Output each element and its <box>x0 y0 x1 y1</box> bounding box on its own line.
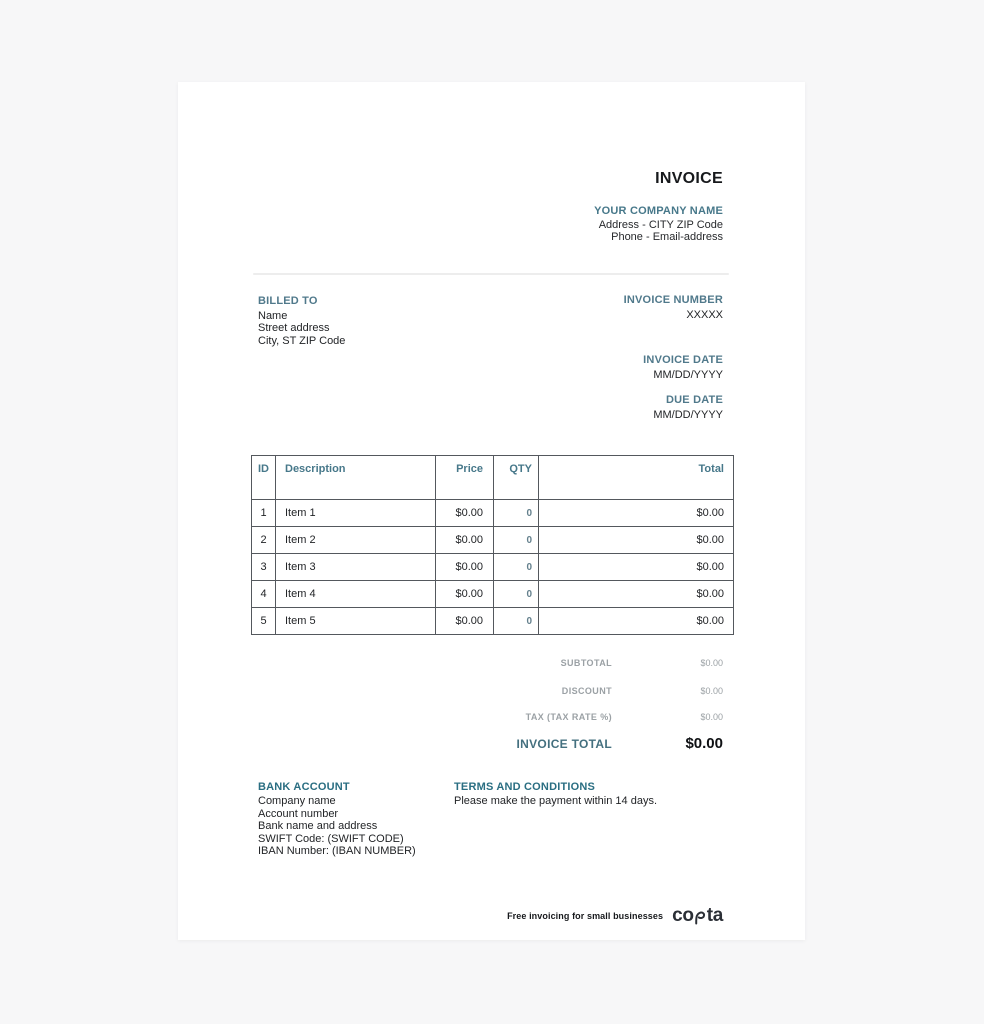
invoice-header <box>594 170 723 244</box>
cell-price: $0.00 <box>436 500 494 527</box>
terms-label: TERMS AND CONDITIONS <box>454 781 596 793</box>
items-table <box>251 455 734 635</box>
billed-to-street: Street address <box>258 322 330 334</box>
invoice-number-value: XXXXX <box>686 308 723 321</box>
invoice-total-row <box>251 735 723 752</box>
due-date-value: MM/DD/YYYY <box>653 408 723 421</box>
due-date-block <box>653 394 723 421</box>
invoice-number-label: INVOICE NUMBER <box>623 294 723 306</box>
conta-logo-text-left: co <box>672 905 694 926</box>
invoice-date-label: INVOICE DATE <box>643 354 723 366</box>
billed-to-name: Name <box>258 309 288 322</box>
cell-price: $0.00 <box>436 581 494 608</box>
col-header-price: Price <box>436 456 494 500</box>
billed-to-city: City, ST ZIP Code <box>258 334 346 347</box>
subtotal-value: $0.00 <box>700 658 723 668</box>
invoice-page <box>178 82 805 940</box>
subtotal-label: SUBTOTAL <box>560 658 612 668</box>
col-header-total: Total <box>539 456 734 500</box>
tax-label: TAX (TAX RATE %) <box>525 712 612 722</box>
cell-id: 3 <box>252 554 276 581</box>
cell-id: 2 <box>252 527 276 554</box>
cell-total: $0.00 <box>539 581 734 608</box>
conta-logo-text-right: ta <box>706 905 723 926</box>
discount-value: $0.00 <box>700 686 723 696</box>
bank-name-address: Bank name and address <box>258 820 378 833</box>
cell-description: Item 3 <box>276 554 436 581</box>
cell-price: $0.00 <box>436 527 494 554</box>
cell-description: Item 2 <box>276 527 436 554</box>
bank-company-name: Company name <box>258 795 336 808</box>
billed-to-label: BILLED TO <box>258 295 318 307</box>
company-name: YOUR COMPANY NAME <box>594 205 723 217</box>
cell-id: 1 <box>252 500 276 527</box>
cell-description: Item 5 <box>276 608 436 635</box>
cell-price: $0.00 <box>436 608 494 635</box>
billed-to-block <box>258 295 345 347</box>
conta-logo-n-glyph <box>694 910 706 925</box>
discount-label: DISCOUNT <box>561 686 612 696</box>
cell-qty: 0 <box>494 554 539 581</box>
cell-total: $0.00 <box>539 500 734 527</box>
invoice-date-block <box>643 354 723 381</box>
cell-price: $0.00 <box>436 554 494 581</box>
bank-swift-code: SWIFT Code: (SWIFT CODE) <box>258 832 404 845</box>
footer <box>507 905 723 927</box>
tax-value: $0.00 <box>700 712 723 722</box>
cell-id: 4 <box>252 581 276 608</box>
cell-total: $0.00 <box>539 554 734 581</box>
page-title: INVOICE <box>655 170 723 187</box>
cell-description: Item 1 <box>276 500 436 527</box>
terms-block <box>454 781 657 808</box>
col-header-qty: QTY <box>494 456 539 500</box>
bank-account-label: BANK ACCOUNT <box>258 781 350 793</box>
cell-qty: 0 <box>494 527 539 554</box>
bank-account-number: Account number <box>258 807 339 820</box>
summary-row <box>251 712 723 722</box>
bank-account-block <box>258 781 416 857</box>
cell-total: $0.00 <box>539 608 734 635</box>
cell-total: $0.00 <box>539 527 734 554</box>
table-row <box>252 581 734 608</box>
summary-row <box>251 658 723 668</box>
conta-logo <box>672 905 723 927</box>
invoice-total-label: INVOICE TOTAL <box>516 737 612 751</box>
header-divider <box>253 273 729 275</box>
bank-iban-number: IBAN Number: (IBAN NUMBER) <box>258 845 416 858</box>
cell-qty: 0 <box>494 608 539 635</box>
company-block <box>594 205 723 244</box>
terms-text: Please make the payment within 14 days. <box>454 795 658 808</box>
due-date-label: DUE DATE <box>665 394 723 406</box>
cell-qty: 0 <box>494 500 539 527</box>
table-row <box>252 527 734 554</box>
table-row <box>252 554 734 581</box>
col-header-description: Description <box>276 456 436 500</box>
company-contact: Phone - Email-address <box>611 231 723 243</box>
cell-description: Item 4 <box>276 581 436 608</box>
table-header-row <box>252 456 734 500</box>
summary-row <box>251 686 723 696</box>
col-header-id: ID <box>252 456 276 500</box>
cell-id: 5 <box>252 608 276 635</box>
invoice-date-value: MM/DD/YYYY <box>653 368 723 381</box>
invoice-number-block <box>624 294 723 321</box>
footer-tagline: Free invoicing for small businesses <box>507 911 664 921</box>
invoice-total-value: $0.00 <box>685 735 723 752</box>
company-address: Address - CITY ZIP Code <box>598 218 723 231</box>
cell-qty: 0 <box>494 581 539 608</box>
table-row <box>252 500 734 527</box>
table-row <box>252 608 734 635</box>
